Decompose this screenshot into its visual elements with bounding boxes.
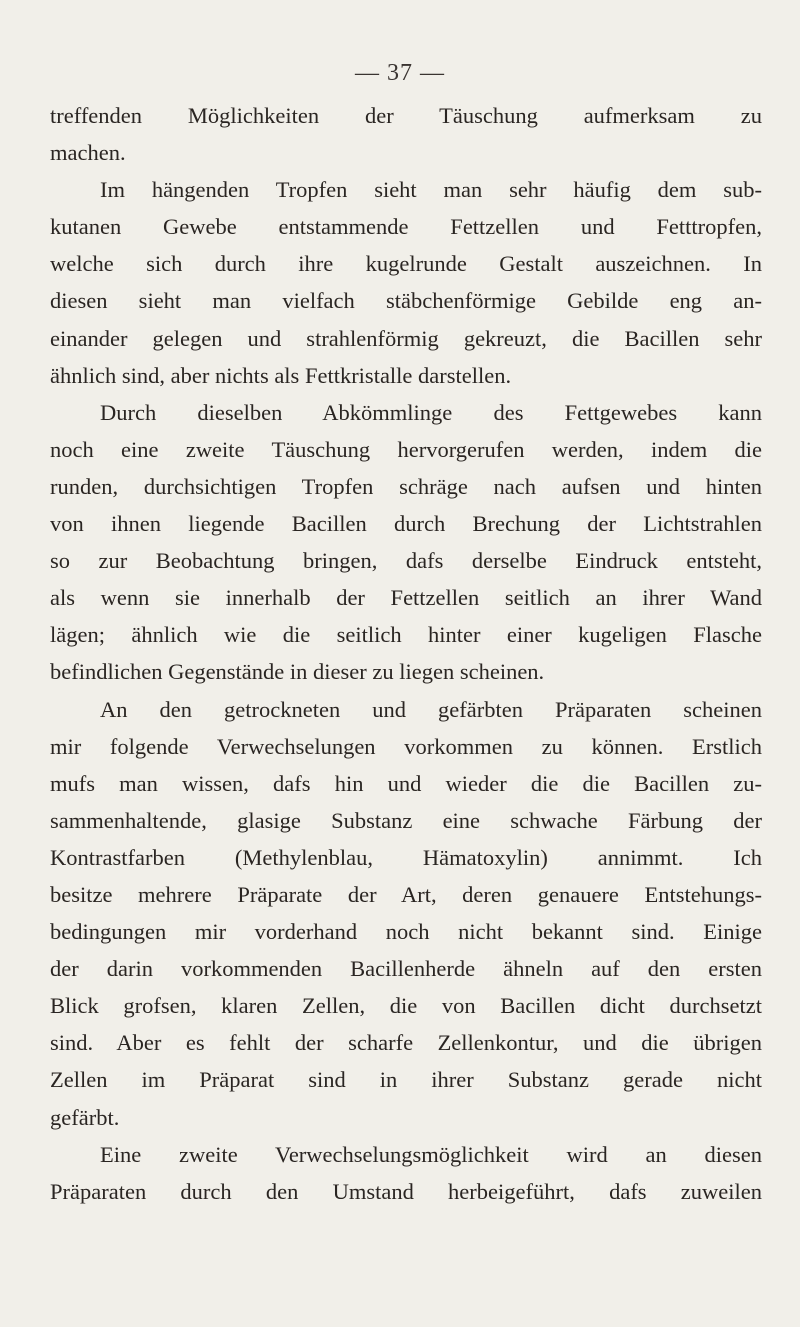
text-line: sammenhaltende, glasige Substanz eine schwache Färbung der: [50, 807, 762, 833]
text-line: befindlichen Gegenstände in dieser zu liegen scheinen.: [50, 659, 545, 685]
text-line: kutanen Gewebe entstammende Fettzellen und Fetttropfen,: [50, 214, 762, 240]
text-line: sind. Aber es fehlt der scharfe Zellenkontur, und die übrigen: [50, 1030, 762, 1056]
text-line: mir folgende Verwechselungen vorkommen zu können. Erstlich: [50, 733, 762, 759]
text-line: Im hängenden Tropfen sieht man sehr häufig dem sub-: [100, 177, 762, 203]
text-line: bedingungen mir vorderhand noch nicht bekannt sind. Einige: [50, 919, 762, 945]
text-line: noch eine zweite Täuschung hervorgerufen werden, indem die: [50, 436, 762, 462]
page-number: — 37 —: [355, 60, 445, 86]
text-line: machen.: [50, 140, 126, 166]
text-line: einander gelegen und strahlenförmig gekreuzt, die Bacillen sehr: [50, 325, 762, 351]
text-line: Zellen im Präparat sind in ihrer Substanz gerade nicht: [50, 1067, 762, 1093]
text-line: runden, durchsichtigen Tropfen schräge nach aufsen und hinten: [50, 473, 762, 499]
text-line: besitze mehrere Präparate der Art, deren genauere Entstehungs-: [50, 881, 762, 907]
text-line: Durch dieselben Abkömmlinge des Fettgewebes kann: [100, 399, 762, 425]
body-text: [50, 97, 762, 1210]
text-line: so zur Beobachtung bringen, dafs derselbe Eindruck entsteht,: [50, 548, 762, 574]
text-line: treffenden Möglichkeiten der Täuschung aufmerksam zu: [50, 103, 762, 128]
text-line: ähnlich sind, aber nichts als Fettkristalle darstellen.: [50, 362, 512, 388]
text-line: mufs man wissen, dafs hin und wieder die die Bacillen zu-: [50, 770, 762, 796]
text-line: Blick grofsen, klaren Zellen, die von Bacillen dicht durchsetzt: [50, 993, 762, 1019]
text-line: der darin vorkommenden Bacillenherde ähneln auf den ersten: [50, 956, 762, 982]
text-line: lägen; ähnlich wie die seitlich hinter einer kugeligen Flasche: [50, 622, 762, 648]
text-line: von ihnen liegende Bacillen durch Brechung der Lichtstrahlen: [50, 511, 762, 537]
text-line: Eine zweite Verwechselungsmöglichkeit wird an diesen: [100, 1141, 762, 1167]
text-line: Präparaten durch den Umstand herbeigeführt, dafs zuweilen: [50, 1178, 762, 1204]
text-line: Kontrastfarben (Methylenblau, Hämatoxylin) annimmt. Ich: [50, 844, 762, 870]
text-line: diesen sieht man vielfach stäbchenförmige Gebilde eng an-: [50, 288, 762, 314]
text-line: gefärbt.: [50, 1104, 120, 1130]
text-line: An den getrockneten und gefärbten Präparaten scheinen: [100, 696, 762, 722]
text-line: als wenn sie innerhalb der Fettzellen seitlich an ihrer Wand: [50, 585, 762, 611]
text-line: welche sich durch ihre kugelrunde Gestalt auszeichnen. In: [50, 251, 762, 277]
